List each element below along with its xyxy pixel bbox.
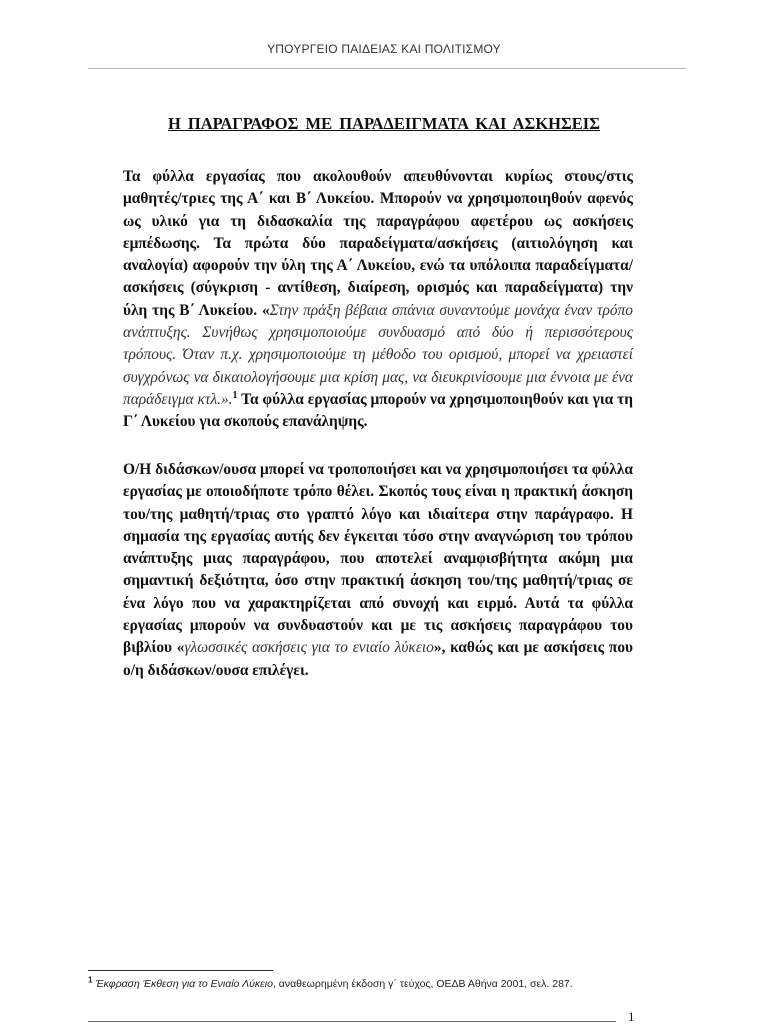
footnote-source-details: , αναθεωρημένη έκδοση γ΄ τεύχος, ΟΕΔΒ Αθήνα 2001, σελ. 287.: [272, 978, 573, 990]
footnote-divider: [88, 970, 273, 971]
intro-text-end: Τα φύλλα εργασίας μπορούν να χρησιμοποιηθούν και για τη Γ΄ Λυκείου για σκοπούς επανάληψης.: [123, 390, 633, 431]
footer-divider: [88, 1021, 616, 1022]
intro-text: Τα φύλλα εργασίας που ακολουθούν απευθύνονται κυρίως στους/στις μαθητές/τριες της Α΄ και Β΄ Λυκείου. Μπορούν να χρησιμοποιηθούν αφενός ως υλικό για τη διδασκαλία της παραγράφου αφετέρου ως ασκήσεις εμπέδωσης. Τα πρώτα δύο παραδείγματα/ασκήσεις (αιτιολόγηση και αναλογία) αφορούν την ύλη της Α΄ Λυκείου, ενώ τα υπόλοιπα παραδείγματα/ασκήσεις (σύγκριση - αντίθεση, διαίρεση, ορισμός και παραδείγματα) την ύλη της Β΄ Λυκείου. «: [123, 168, 633, 319]
paragraph-intro: [123, 166, 633, 434]
document-title: Η ΠΑΡΑΓΡΑΦΟΣ ΜΕ ΠΑΡΑΔΕΙΓΜΑΤΑ ΚΑΙ ΑΣΚΗΣΕΙΣ: [167, 114, 601, 133]
page-number: 1: [628, 1009, 635, 1024]
footnote: [88, 975, 688, 990]
paragraph-teacher: [123, 459, 633, 682]
footnote-source-title: Έκφραση Έκθεση για το Ενιαίο Λύκειο: [92, 978, 273, 990]
footnote-reference[interactable]: 1: [232, 389, 238, 401]
book-title: γλωσσικές ασκήσεις για το ενιαίο λύκειο: [184, 639, 434, 657]
page-header: ΥΠΟΥΡΓΕΙΟ ΠΑΙΔΕΙΑΣ ΚΑΙ ΠΟΛΙΤΙΣΜΟΥ: [267, 42, 501, 56]
teacher-text: Ο/Η διδάσκων/ουσα μπορεί να τροποποιήσει και να χρησιμοποιήσει τα φύλλα εργασίας με οποιοδήποτε τρόπο θέλει. Σκοπός τους είναι η πρακτική άσκηση του/της μαθητή/τριας στο γραπτό λόγο και ιδιαίτερα στην παράγραφο. Η σημασία της εργασίας αυτής δεν έγκειται τόσο στην αναγνώριση του τρόπου ανάπτυξης μιας παραγράφου, που αποτελεί αναμφισβήτητα ακόμη μια σημαντική δεξιότητα, όσο στην πρακτική άσκηση του/της μαθητή/τριας σε ένα λόγο που να χαρακτηρίζεται από συνοχή και ειρμό. Αυτά τα φύλλα εργασίας μπορούν να συνδυαστούν και με τις ασκήσεις παραγράφου του βιβλίου «: [123, 461, 633, 657]
teacher-text-end: », καθώς και με ασκήσεις που ο/η διδάσκων/ουσα επιλέγει.: [123, 639, 633, 679]
header-divider: [88, 68, 686, 69]
intro-quote: Στην πράξη βέβαια σπάνια συναντούμε μονάχα έναν τρόπο ανάπτυξης. Συνήθως χρησιμοποιούμε συνδυασμό από δύο ή περισσότερους τρόπους. Όταν π.χ. χρησιμοποιούμε τη μέθοδο του ορισμού, μπορεί να χρειαστεί συγχρόνως να δικαιολογήσουμε μια κρίση μας, να διευκρινίσουμε μια έννοια με ένα παράδειγμα κτλ.».: [123, 301, 633, 408]
footnote-number: 1: [88, 975, 93, 985]
